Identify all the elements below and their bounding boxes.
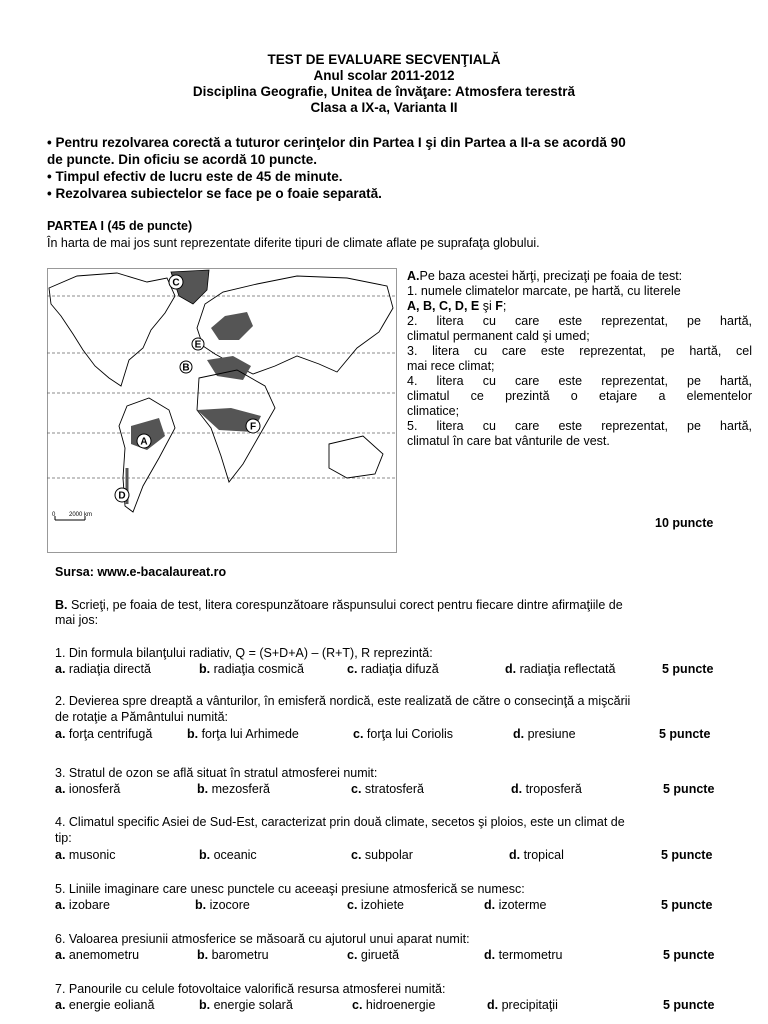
question-1-points: 5 puncte xyxy=(662,662,714,676)
question-3-option-c: c. stratosferă xyxy=(351,782,424,796)
question-5-option-d: d. izoterme xyxy=(484,898,547,912)
section-a-points: 10 puncte xyxy=(655,516,714,530)
question-3-option-d: d. troposferă xyxy=(511,782,582,796)
question-5-option-b: b. izocore xyxy=(195,898,250,912)
section-a xyxy=(407,269,752,449)
section-a-line-2: 1. numele climatelor marcate, pe hartă, cu literele xyxy=(407,284,681,298)
source: Sursa: www.e-bacalaureat.ro xyxy=(55,565,227,579)
section-a-letters: A, B, C, D, E şi F; xyxy=(407,299,507,313)
question-2-text-cont: de rotaţie a Pământului numită: xyxy=(55,710,229,724)
map-label-b: B xyxy=(182,362,190,374)
section-b-line-1: B. Scrieţi, pe foaia de test, litera corespunzătoare răspunsului corect pentru fiecare dintre afirmaţiile de xyxy=(55,598,623,612)
question-6-points: 5 puncte xyxy=(663,948,715,962)
class-variant: Clasa a IX-a, Varianta II xyxy=(310,100,458,115)
question-7-points: 5 puncte xyxy=(663,998,715,1012)
map-label-e: E xyxy=(194,339,202,351)
climate-map xyxy=(47,268,397,553)
question-6-option-d: d. termometru xyxy=(484,948,563,962)
discipline: Disciplina Geografie, Unitea de învăţare: Atmosfera terestră xyxy=(192,84,576,99)
question-1-option-d: d. radiaţia reflectată xyxy=(505,662,616,676)
question-4-option-b: b. oceanic xyxy=(199,848,257,862)
instruction-1b: de puncte. Din oficiu se acordă 10 puncte. xyxy=(47,152,318,167)
question-5-text: 5. Liniile imaginare care unesc punctele cu aceeaşi presiune atmosferică se numesc: xyxy=(55,882,525,896)
question-1-option-c: c. radiaţia difuză xyxy=(347,662,439,676)
question-5-option-c: c. izohiete xyxy=(347,898,404,912)
question-3-option-a: a. ionosferă xyxy=(55,782,121,796)
part1-heading: PARTEA I (45 de puncte) xyxy=(47,219,193,233)
section-a-line-11: 5. litera cu care este reprezentat, pe hartă, xyxy=(407,419,752,433)
question-4-text-cont: tip: xyxy=(55,831,72,845)
question-2-option-c: c. forţa lui Coriolis xyxy=(353,727,454,741)
map-label-d: D xyxy=(118,490,126,502)
section-a-line-7: mai rece climat; xyxy=(407,359,495,373)
instruction-3: • Rezolvarea subiectelor se face pe o foaie separată. xyxy=(47,186,382,201)
question-4-option-a: a. musonic xyxy=(55,848,116,862)
question-4-text: 4. Climatul specific Asiei de Sud-Est, caracterizat prin două climate, secetos şi ploios, este un climat de xyxy=(55,815,625,829)
test-title: TEST DE EVALUARE SECVENŢIALĂ xyxy=(267,52,501,67)
instruction-2: • Timpul efectiv de lucru este de 45 de minute. xyxy=(47,169,343,184)
question-1-option-b: b. radiaţia cosmică xyxy=(199,662,304,676)
question-2-text: 2. Devierea spre dreaptă a vânturilor, în emisferă nordică, este realizată de către o consecinţă a mişcării xyxy=(55,694,631,708)
scale-zero: 0 xyxy=(52,512,56,518)
section-a-line-10: climatice; xyxy=(407,404,460,418)
question-1-text: 1. Din formula bilanţului radiativ, Q = (S+D+A) – (R+T), R reprezintă: xyxy=(55,646,433,660)
question-4-option-c: c. subpolar xyxy=(351,848,413,862)
section-b-line-2: mai jos: xyxy=(55,613,99,627)
question-4-option-d: d. tropical xyxy=(509,848,564,862)
section-a-line-5: climatul permanent cald şi umed; xyxy=(407,329,590,343)
question-2-option-b: b. forţa lui Arhimede xyxy=(187,727,299,741)
question-3-option-b: b. mezosferă xyxy=(197,782,270,796)
map-label-f: F xyxy=(249,421,257,433)
question-6-option-a: a. anemometru xyxy=(55,948,140,962)
instruction-1a: • Pentru rezolvarea corectă a tuturor cerinţelor din Partea I şi din Partea a II-a se acordă 90 xyxy=(47,135,626,150)
question-7-option-a: a. energie eoliană xyxy=(55,998,155,1012)
map-label-c: C xyxy=(172,277,180,289)
question-5-points: 5 puncte xyxy=(661,898,713,912)
question-3-text: 3. Stratul de ozon se află situat în stratul atmosferei numit: xyxy=(55,766,378,780)
question-7-text: 7. Panourile cu celule fotovoltaice valorifică resursa atmosferei numită: xyxy=(55,982,446,996)
question-6-text: 6. Valoarea presiunii atmosferice se măsoară cu ajutorul unui aparat numit: xyxy=(55,932,470,946)
scale-label: 2000 km xyxy=(69,512,93,518)
section-a-line-1: A.Pe baza acestei hărţi, precizaţi pe foaia de test: xyxy=(407,269,683,283)
question-2-option-a: a. forţa centrifugă xyxy=(55,727,153,741)
question-1-option-a: a. radiaţia directă xyxy=(55,662,151,676)
question-7-option-c: c. hidroenergie xyxy=(352,998,436,1012)
question-5-option-a: a. izobare xyxy=(55,898,110,912)
section-a-line-9: climatul ce prezintă o etajare a elementelor xyxy=(407,389,752,403)
section-a-line-8: 4. litera cu care este reprezentat, pe hartă, xyxy=(407,374,752,388)
question-7-option-b: b. energie solară xyxy=(199,998,293,1012)
question-6-option-b: b. barometru xyxy=(197,948,269,962)
question-6-option-c: c. giruetă xyxy=(347,948,400,962)
map-label-a: A xyxy=(140,436,148,448)
question-2-option-d: d. presiune xyxy=(513,727,576,741)
question-4-points: 5 puncte xyxy=(661,848,713,862)
part1-intro: În harta de mai jos sunt reprezentate diferite tipuri de climate aflate pe suprafaţa globului. xyxy=(47,236,540,250)
section-a-line-12: climatul în care bat vânturile de vest. xyxy=(407,434,610,448)
school-year: Anul scolar 2011-2012 xyxy=(313,68,455,83)
question-2-points: 5 puncte xyxy=(659,727,711,741)
section-b-intro xyxy=(55,598,735,628)
section-a-line-4: 2. litera cu care este reprezentat, pe hartă, xyxy=(407,314,752,328)
question-7-option-d: d. precipitaţii xyxy=(487,998,558,1012)
question-3-points: 5 puncte xyxy=(663,782,715,796)
section-a-line-6: 3. litera cu care este reprezentat, pe hartă, cel xyxy=(407,344,752,358)
